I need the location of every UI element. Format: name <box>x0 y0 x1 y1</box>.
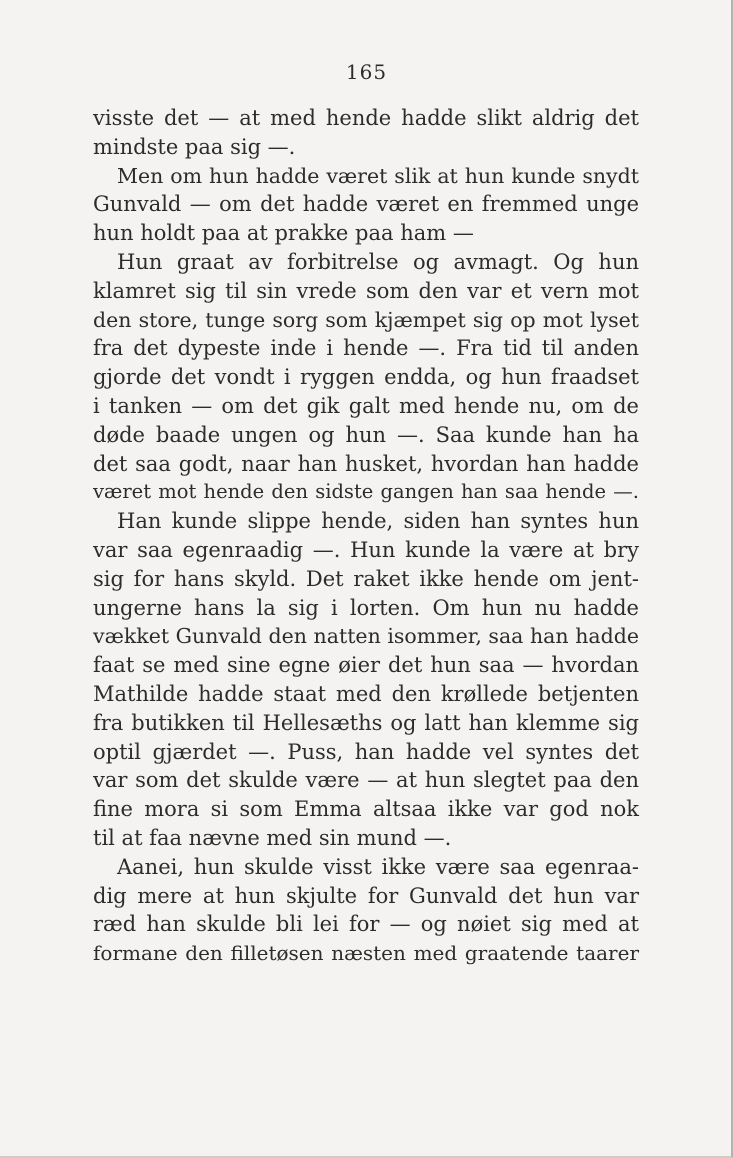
text-line: vækket Gunvald den natten isommer, saa han hadde <box>93 624 639 649</box>
text-line: det saa godt, naar han husket, hvordan han hadde <box>93 451 639 476</box>
text-line: den store, tunge sorg som kjæmpet sig op mot lyset <box>93 307 639 332</box>
text-line: sig for hans skyld. Det raket ikke hende om jent- <box>93 566 639 591</box>
text-line: ræd han skulde bli lei for — og nøiet sig med at <box>93 912 639 937</box>
text-line: var som det skulde være — at hun slegtet paa den <box>93 768 639 793</box>
text-line: været mot hende den sidste gangen han saa hende —. <box>93 480 639 504</box>
text-line: dig mere at hun skjulte for Gunvald det hun var <box>93 883 639 908</box>
text-line: visste det — at med hende hadde slikt aldrig det <box>93 106 639 130</box>
text-line: Men om hun hadde været slik at hun kunde snydt <box>117 163 639 188</box>
text-line: døde baade ungen og hun —. Saa kunde han ha <box>93 422 639 447</box>
text-line: Mathilde hadde staat med den krøllede betjenten <box>93 681 639 706</box>
text-line: hun holdt paa at prakke paa ham — <box>93 221 474 246</box>
text-line: faat se med sine egne øier det hun saa — hvordan <box>93 653 639 678</box>
body-text <box>93 104 639 968</box>
text-line: Han kunde slippe hende, siden han syntes hun <box>117 509 639 534</box>
text-line: ungerne hans la sig i lorten. Om hun nu hadde <box>93 595 639 620</box>
text-line: var saa egenraadig —. Hun kunde la være at bry <box>93 537 639 562</box>
text-line: Gunvald — om det hadde været en fremmed unge <box>93 192 639 217</box>
text-line: Hun graat av forbitrelse og avmagt. Og hun <box>117 249 639 274</box>
text-line: fra butikken til Hellesæths og latt han klemme sig <box>93 710 639 735</box>
text-line: formane den filletøsen næsten med graatende taarer <box>93 941 639 966</box>
text-line: fra det dypeste inde i hende —. Fra tid til anden <box>93 336 639 361</box>
text-line: fine mora si som Emma altsaa ikke var god nok <box>93 797 639 822</box>
text-line: optil gjærdet —. Puss, han hadde vel syntes det <box>93 739 639 764</box>
text-line: Aanei, hun skulde visst ikke være saa egenraa- <box>117 854 639 879</box>
text-line: gjorde det vondt i ryggen endda, og hun fraadset <box>93 365 639 390</box>
text-line: mindste paa sig —. <box>93 134 296 159</box>
text-line: i tanken — om det gik galt med hende nu, om de <box>93 393 639 418</box>
text-line: til at faa nævne med sin mund —. <box>93 825 452 850</box>
page-number: 165 <box>345 60 388 84</box>
text-line: klamret sig til sin vrede som den var et vern mot <box>93 278 639 303</box>
